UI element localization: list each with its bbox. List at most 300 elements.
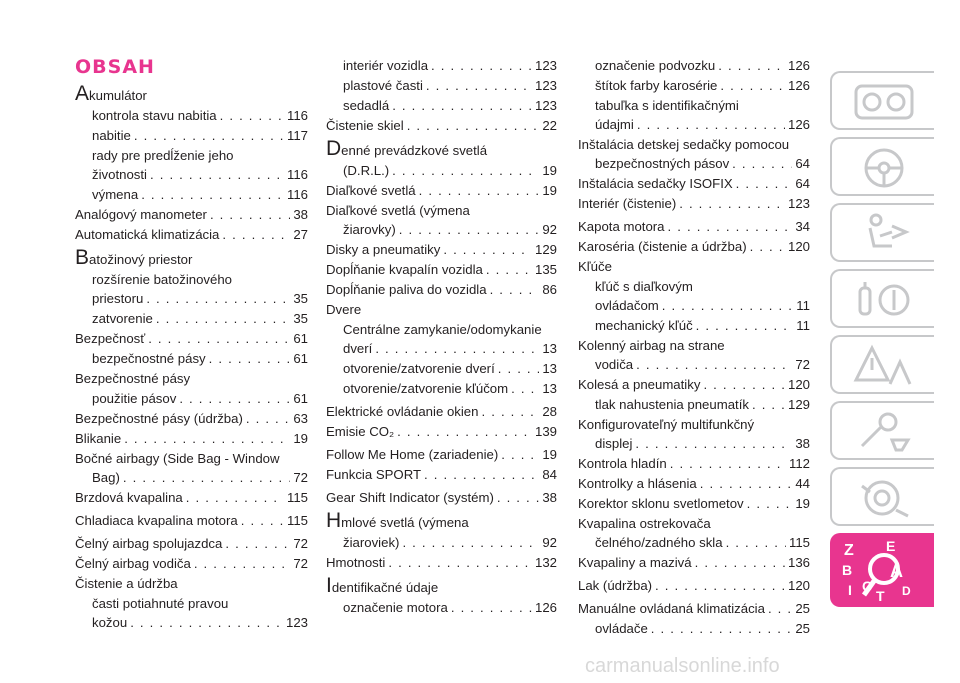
index-entry-text: Diaľkové svetlá <box>326 183 416 198</box>
index-entry-text: Dopĺňanie paliva do vozidla <box>326 282 487 297</box>
page-number: 44 <box>795 476 810 491</box>
dot-leader <box>424 465 539 484</box>
page-number: 116 <box>286 187 308 202</box>
dot-leader <box>750 237 785 256</box>
index-entry-text: tabuľka s identifikačnými <box>595 98 739 113</box>
index-entry <box>75 106 308 125</box>
dot-leader <box>662 296 794 315</box>
index-entry-text: zatvorenie <box>92 311 153 326</box>
tab-warning-road[interactable] <box>830 335 934 394</box>
index-initial-letter: A <box>75 82 90 105</box>
index-entry-text: Kontrola hladín <box>578 456 667 471</box>
index-entry-text: atožinový priestor <box>89 252 193 267</box>
page-number: 35 <box>293 291 308 306</box>
dot-leader <box>179 389 290 408</box>
index-entry-text: údajmi <box>595 117 634 132</box>
tab-steering-wheel[interactable] <box>830 137 934 196</box>
tab-index[interactable] <box>830 533 934 607</box>
index-entry-text: Bezpečnostné pásy <box>75 371 191 386</box>
index-entry-text: kumulátor <box>89 88 147 103</box>
index-entry <box>75 511 308 530</box>
index-entry-text: rozšírenie batožinového <box>92 272 233 287</box>
index-entry <box>75 369 308 388</box>
index-letter: Z <box>844 542 854 559</box>
index-column-2 <box>326 56 557 618</box>
index-entry <box>578 375 810 394</box>
page-number: 115 <box>788 535 810 550</box>
page-number: 13 <box>542 341 557 356</box>
page-number: 136 <box>787 555 810 570</box>
dot-leader <box>392 96 532 115</box>
index-entry-text: Bočné airbagy (Side Bag - Window <box>75 451 280 466</box>
page-number: 61 <box>293 351 308 366</box>
index-entry-text: lektrické ovládanie okien <box>334 404 479 419</box>
index-entry-text: displej <box>595 436 633 451</box>
dot-leader <box>419 181 540 200</box>
page-title: OBSAH <box>75 56 155 78</box>
index-initial-letter: F <box>326 447 335 462</box>
steering-wheel-icon <box>852 146 916 190</box>
page-number: 123 <box>534 58 557 73</box>
index-entry <box>326 320 557 358</box>
dot-leader <box>407 116 540 135</box>
dot-leader <box>148 329 290 348</box>
index-entry <box>578 553 810 572</box>
page-number: 92 <box>542 222 557 237</box>
page-number: 129 <box>534 242 557 257</box>
page-number: 123 <box>787 196 810 211</box>
index-column-1 <box>75 80 308 633</box>
page-number: 72 <box>293 556 308 571</box>
index-entry-text: tlak nahustenia pneumatík <box>595 397 749 412</box>
page-number: 129 <box>787 397 810 412</box>
index-entry-text: označenie motora <box>343 600 448 615</box>
index-entry-text: Kľúče <box>578 259 612 274</box>
index-entry <box>326 576 557 597</box>
dot-leader <box>747 494 793 513</box>
page-number: 84 <box>542 467 557 482</box>
tab-maintenance[interactable] <box>830 401 934 460</box>
index-initial-letter: M <box>578 601 589 616</box>
page-number: 64 <box>795 156 810 171</box>
dot-leader <box>210 205 290 224</box>
index-entry-text: žiarovky) <box>343 222 396 237</box>
index-initial-letter: K <box>578 219 587 234</box>
dot-leader <box>752 395 785 414</box>
index-entry-text: otvorenie/zatvorenie dverí <box>343 361 495 376</box>
index-entry <box>326 533 557 552</box>
index-entry <box>326 465 557 484</box>
index-entry-text: použitie pásov <box>92 391 177 406</box>
page-number: 120 <box>787 239 810 254</box>
index-letter: A <box>890 561 903 581</box>
index-entry <box>75 554 308 573</box>
index-initial-letter: C <box>75 513 85 528</box>
index-entry-text: plastové časti <box>343 78 423 93</box>
dot-leader <box>186 488 284 507</box>
index-entry-text: čelného/zadného skla <box>595 535 723 550</box>
index-entry-text: kontrola stavu nabitia <box>92 108 217 123</box>
index-entry <box>578 395 810 414</box>
dot-leader <box>695 553 785 572</box>
index-entry <box>326 240 557 259</box>
index-entry-text: kožou <box>92 615 128 630</box>
index-entry <box>578 174 810 193</box>
index-entry <box>578 217 810 236</box>
index-entry <box>75 574 308 593</box>
index-entry <box>75 449 308 487</box>
car-dashboard-icon <box>852 80 916 124</box>
dot-leader <box>392 161 539 180</box>
index-entry-text: Bezpečnostné pásy (údržba) <box>75 411 243 426</box>
index-entry-text: Kvapalina ostrekovača <box>578 516 711 531</box>
index-entry <box>326 422 557 441</box>
dot-leader <box>696 316 794 335</box>
page-number: 13 <box>542 381 557 396</box>
page-number: 116 <box>286 167 308 182</box>
page-number: 63 <box>293 411 308 426</box>
index-letter: B <box>842 562 853 578</box>
dot-leader <box>486 260 532 279</box>
page-number: 139 <box>534 424 557 439</box>
tech-data-icon <box>852 476 916 520</box>
index-entry <box>326 161 557 180</box>
index-entry <box>75 309 308 328</box>
index-entry-text: Diaľkové svetlá (výmena <box>326 203 470 218</box>
index-entry <box>75 84 308 105</box>
index-entry-text: Kolesá a pneumatiky <box>578 377 701 392</box>
index-entry-text: Čistenie a údržba <box>75 576 178 591</box>
page-number: 19 <box>293 431 308 446</box>
dot-leader <box>451 598 532 617</box>
index-initial-letter: L <box>578 578 586 593</box>
page-number: 28 <box>542 404 557 419</box>
index-entry-text: označenie podvozku <box>595 58 716 73</box>
page-number: 11 <box>796 318 810 333</box>
dot-leader <box>768 599 792 618</box>
index-entry <box>326 56 557 75</box>
tab-key-start[interactable] <box>830 269 934 328</box>
index-entry <box>75 185 308 204</box>
index-entry-text: časti potiahnuté pravou <box>92 596 229 611</box>
index-entry <box>578 454 810 473</box>
dot-leader <box>402 533 539 552</box>
maintenance-icon <box>852 410 916 454</box>
index-entry-text: Emisie CO₂ <box>326 424 395 439</box>
index-entry-text: Bag) <box>92 470 120 485</box>
index-initial-letter: H <box>326 509 342 532</box>
index-entry-text: Disky a pneumatiky <box>326 242 441 257</box>
index-entry <box>578 599 810 618</box>
index-entry-text: dentifikačné údaje <box>331 580 439 595</box>
index-entry-text: ollow Me Home (zariadenie) <box>334 447 499 462</box>
index-column-3 <box>578 56 810 639</box>
index-entry-text: ak (údržba) <box>585 578 653 593</box>
dot-leader <box>726 533 786 552</box>
index-entry-text: Kontrolky a hlásenia <box>578 476 697 491</box>
dot-leader <box>736 174 793 193</box>
page-number: 61 <box>293 331 308 346</box>
dot-leader <box>668 217 793 236</box>
index-initial-letter: B <box>75 246 90 269</box>
dot-leader <box>670 454 786 473</box>
index-entry <box>326 280 557 299</box>
dot-leader <box>426 76 532 95</box>
page-number: 123 <box>285 615 308 630</box>
index-entry-text: Analógový manometer <box>75 207 207 222</box>
page-number: 34 <box>795 219 810 234</box>
index-entry <box>326 116 557 135</box>
page-number: 19 <box>542 183 557 198</box>
dot-leader <box>209 349 291 368</box>
dot-leader <box>497 488 539 507</box>
dot-leader <box>130 613 283 632</box>
dot-leader <box>635 434 792 453</box>
index-entry <box>75 389 308 408</box>
index-entry-text: Centrálne zamykanie/odomykanie <box>343 322 542 337</box>
dot-leader <box>490 280 540 299</box>
index-entry <box>75 349 308 368</box>
index-entry <box>578 257 810 276</box>
index-entry-text: Karoséria (čistenie a údržba) <box>578 239 747 254</box>
page-number: 35 <box>293 311 308 326</box>
index-letter: I <box>848 582 852 598</box>
index-entry <box>578 494 810 513</box>
page-number: 120 <box>787 578 810 593</box>
index-entry-text: ovládačom <box>595 298 659 313</box>
index-entry <box>326 76 557 95</box>
index-entry-text: Konfigurovateľný multifunkčný <box>578 417 755 432</box>
index-entry <box>326 201 557 239</box>
chapter-sidebar <box>830 71 938 614</box>
index-entry-text: mechanický kľúč <box>595 318 693 333</box>
index-entry <box>75 594 308 632</box>
page-number: 61 <box>293 391 308 406</box>
page-number: 132 <box>534 555 557 570</box>
index-entry-text: žiaroviek) <box>343 535 400 550</box>
index-entry-text: bezpečnostné pásy <box>92 351 206 366</box>
page-number: 25 <box>795 601 810 616</box>
index-entry-text: hladiaca kvapalina motora <box>84 513 238 528</box>
index-entry-text: nabitie <box>92 128 131 143</box>
index-entry-text: Inštalácia sedačky ISOFIX <box>578 176 733 191</box>
dot-leader <box>388 553 532 572</box>
index-entry-text: výmena <box>92 187 139 202</box>
dot-leader <box>718 56 785 75</box>
index-entry <box>578 336 810 374</box>
index-entry <box>578 514 810 552</box>
page-number: 126 <box>787 58 810 73</box>
page-number: 112 <box>788 456 810 471</box>
dot-leader <box>431 56 532 75</box>
index-entry-text: Inštalácia detskej sedačky pomocou <box>578 137 790 152</box>
page-number: 38 <box>795 436 810 451</box>
dot-leader <box>481 402 539 421</box>
index-entry <box>326 96 557 115</box>
page-number: 86 <box>542 282 557 297</box>
index-entry-text: Automatická klimatizácia <box>75 227 220 242</box>
page-number: 126 <box>787 117 810 132</box>
dot-leader <box>679 194 785 213</box>
page-number: 27 <box>293 227 308 242</box>
index-initial-letter: E <box>326 404 335 419</box>
watermark: carmanualsonline.info <box>585 655 780 677</box>
index-entry-text: otvorenie/zatvorenie kľúčom <box>343 381 509 396</box>
index-letter: C <box>862 578 873 594</box>
index-entry-text: mlové svetlá (výmena <box>341 515 469 530</box>
dot-leader <box>134 126 284 145</box>
page-number: 25 <box>795 621 810 636</box>
page-number: 123 <box>534 98 557 113</box>
dot-leader <box>498 359 540 378</box>
index-entry-text: Bezpečnosť <box>75 331 146 346</box>
index-entry-text: kľúč s diaľkovým <box>595 279 693 294</box>
index-entry-text: štítok farby karosérie <box>595 78 718 93</box>
dot-leader <box>222 225 290 244</box>
index-entry <box>326 511 557 532</box>
dot-leader <box>636 355 792 374</box>
index-entry <box>578 135 810 173</box>
index-entry-text: dverí <box>343 341 373 356</box>
tab-airbag-seat[interactable] <box>830 203 934 262</box>
index-entry <box>75 248 308 269</box>
index-entry <box>75 429 308 448</box>
dot-leader <box>399 220 540 239</box>
dot-leader <box>511 379 539 398</box>
index-entry <box>578 415 810 453</box>
page-number: 19 <box>542 447 557 462</box>
airbag-seat-icon <box>852 212 916 256</box>
index-entry <box>75 225 308 244</box>
index-letter: T <box>876 588 885 603</box>
index-entry <box>326 445 557 464</box>
index-entry-text: ear Shift Indicator (systém) <box>336 490 494 505</box>
index-entry <box>326 260 557 279</box>
index-entry <box>75 270 308 308</box>
dot-leader <box>225 534 290 553</box>
page-number: 117 <box>286 128 308 143</box>
page-number: 72 <box>293 470 308 485</box>
index-letter: E <box>886 539 896 554</box>
index-entry-text: enné prevádzkové svetlá <box>341 143 488 158</box>
dot-leader <box>146 289 290 308</box>
index-entry <box>326 379 557 398</box>
index-entry-text: interiér vozidla <box>343 58 429 73</box>
index-entry <box>326 553 557 572</box>
index-entry <box>578 474 810 493</box>
dot-leader <box>397 422 532 441</box>
index-entry-text: Brzdová kvapalina <box>75 490 183 505</box>
index-initial-letter: Č <box>75 536 85 551</box>
index-entry <box>326 139 557 160</box>
dot-leader <box>655 576 785 595</box>
dot-leader <box>241 511 284 530</box>
index-entry-text: anuálne ovládaná klimatizácia <box>589 601 765 616</box>
index-entry-text: Korektor sklonu svetlometov <box>578 496 744 511</box>
page-number: 22 <box>542 118 557 133</box>
index-entry-text: priestoru <box>92 291 144 306</box>
index-entry-text: sedadlá <box>343 98 390 113</box>
index-entry-text: životnosti <box>92 167 147 182</box>
dot-leader <box>501 445 539 464</box>
index-entry-text: Dvere <box>326 302 362 317</box>
page-number: 19 <box>795 496 810 511</box>
index-entry-text: Dopĺňanie kvapalín vozidla <box>326 262 483 277</box>
index-entry <box>578 619 810 638</box>
index-entry <box>75 534 308 553</box>
page-number: 126 <box>534 600 557 615</box>
index-entry <box>75 146 308 184</box>
index-entry-text: bezpečnostných pásov <box>595 156 730 171</box>
index-entry-text: vodiča <box>595 357 634 372</box>
index-entry <box>326 359 557 378</box>
page-number: 116 <box>286 108 308 123</box>
index-entry-text: Čelný airbag vodiča <box>75 556 191 571</box>
tab-tech-data[interactable] <box>830 467 934 526</box>
index-entry-text: Interiér (čistenie) <box>578 196 677 211</box>
index-entry <box>326 598 557 617</box>
page-number: 72 <box>293 536 308 551</box>
index-initial-letter: D <box>326 137 342 160</box>
index-entry <box>578 194 810 213</box>
dot-leader <box>123 468 290 487</box>
index-entry-text: rady pre predĺženie jeho <box>92 148 234 163</box>
dot-leader <box>150 165 284 184</box>
page-number: 38 <box>542 490 557 505</box>
index-entry <box>75 126 308 145</box>
index-entry <box>578 76 810 95</box>
index-initial-letter: G <box>326 490 337 505</box>
dot-leader <box>194 554 291 573</box>
index-entry-text: Kolenný airbag na strane <box>578 338 725 353</box>
dot-leader <box>220 106 284 125</box>
index-entry <box>578 56 810 75</box>
page-number: 135 <box>534 262 557 277</box>
index-entry <box>75 488 308 507</box>
index-entry-text: ovládače <box>595 621 648 636</box>
page-number: 64 <box>795 176 810 191</box>
dot-leader <box>443 240 532 259</box>
page-number: 123 <box>534 78 557 93</box>
page-number: 115 <box>286 490 308 505</box>
index-entry <box>578 277 810 315</box>
dot-leader <box>124 429 290 448</box>
dot-leader <box>651 619 793 638</box>
dot-leader <box>375 339 539 358</box>
index-entry-text: Hmotnosti <box>326 555 386 570</box>
index-entry <box>75 409 308 428</box>
warning-road-icon <box>852 344 916 388</box>
index-entry <box>578 576 810 595</box>
index-entry <box>326 488 557 507</box>
index-entry-text: (D.R.L.) <box>343 163 390 178</box>
dot-leader <box>637 115 785 134</box>
page-number: 19 <box>542 163 557 178</box>
index-entry-text: apota motora <box>586 219 665 234</box>
index-initial-letter: I <box>326 574 332 597</box>
index-entry-text: Funkcia SPORT <box>326 467 422 482</box>
tab-car-dashboard[interactable] <box>830 71 934 130</box>
index-entry <box>326 402 557 421</box>
page-number: 115 <box>286 513 308 528</box>
key-start-icon <box>852 278 916 322</box>
index-entry <box>326 181 557 200</box>
index-entry <box>578 237 810 256</box>
dot-leader <box>720 76 785 95</box>
index-entry <box>75 329 308 348</box>
page-number: 120 <box>787 377 810 392</box>
page-number: 126 <box>787 78 810 93</box>
